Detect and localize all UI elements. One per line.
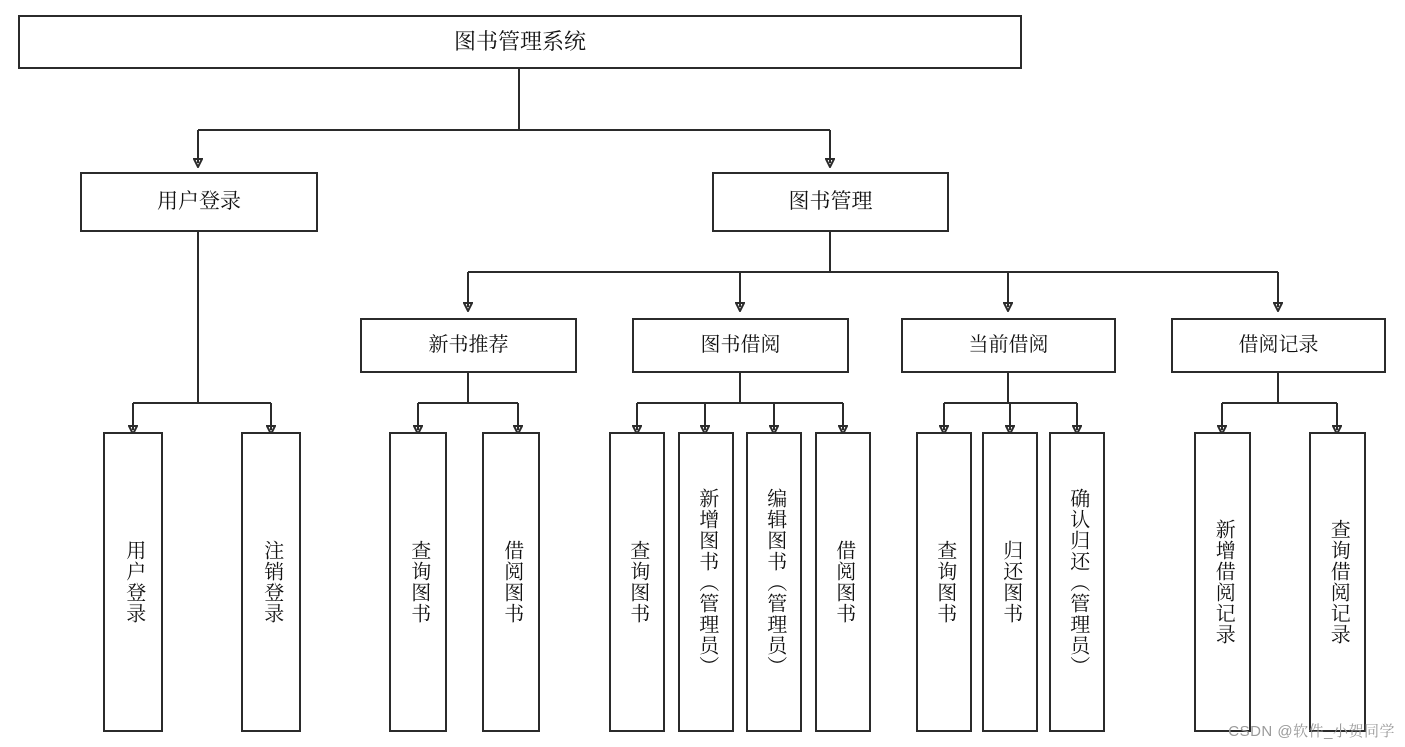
- watermark: CSDN @软件_小贺同学: [1228, 723, 1395, 740]
- leaf-record-query: 查询借阅记录: [1309, 432, 1366, 732]
- leaf-new-book-query: 查询图书: [389, 432, 447, 732]
- node-current-borrow: 当前借阅: [901, 318, 1116, 373]
- leaf-borrow-edit-book: 编辑图书（管理员）: [746, 432, 802, 732]
- leaf-record-add: 新增借阅记录: [1194, 432, 1251, 732]
- leaf-current-return-book: 归还图书: [982, 432, 1038, 732]
- leaf-borrow-query-book: 查询图书: [609, 432, 665, 732]
- node-root: 图书管理系统: [18, 15, 1022, 69]
- leaf-borrow-add-book: 新增图书（管理员）: [678, 432, 734, 732]
- leaf-new-book-borrow: 借阅图书: [482, 432, 540, 732]
- node-user-login: 用户登录: [80, 172, 318, 232]
- node-borrow-record: 借阅记录: [1171, 318, 1386, 373]
- leaf-current-query-book: 查询图书: [916, 432, 972, 732]
- node-new-book-recommend: 新书推荐: [360, 318, 577, 373]
- leaf-user-login-logout: 注销登录: [241, 432, 301, 732]
- leaf-borrow-borrow-book: 借阅图书: [815, 432, 871, 732]
- node-book-management: 图书管理: [712, 172, 949, 232]
- leaf-current-confirm-return: 确认归还（管理员）: [1049, 432, 1105, 732]
- node-book-borrow: 图书借阅: [632, 318, 849, 373]
- leaf-user-login-login: 用户登录: [103, 432, 163, 732]
